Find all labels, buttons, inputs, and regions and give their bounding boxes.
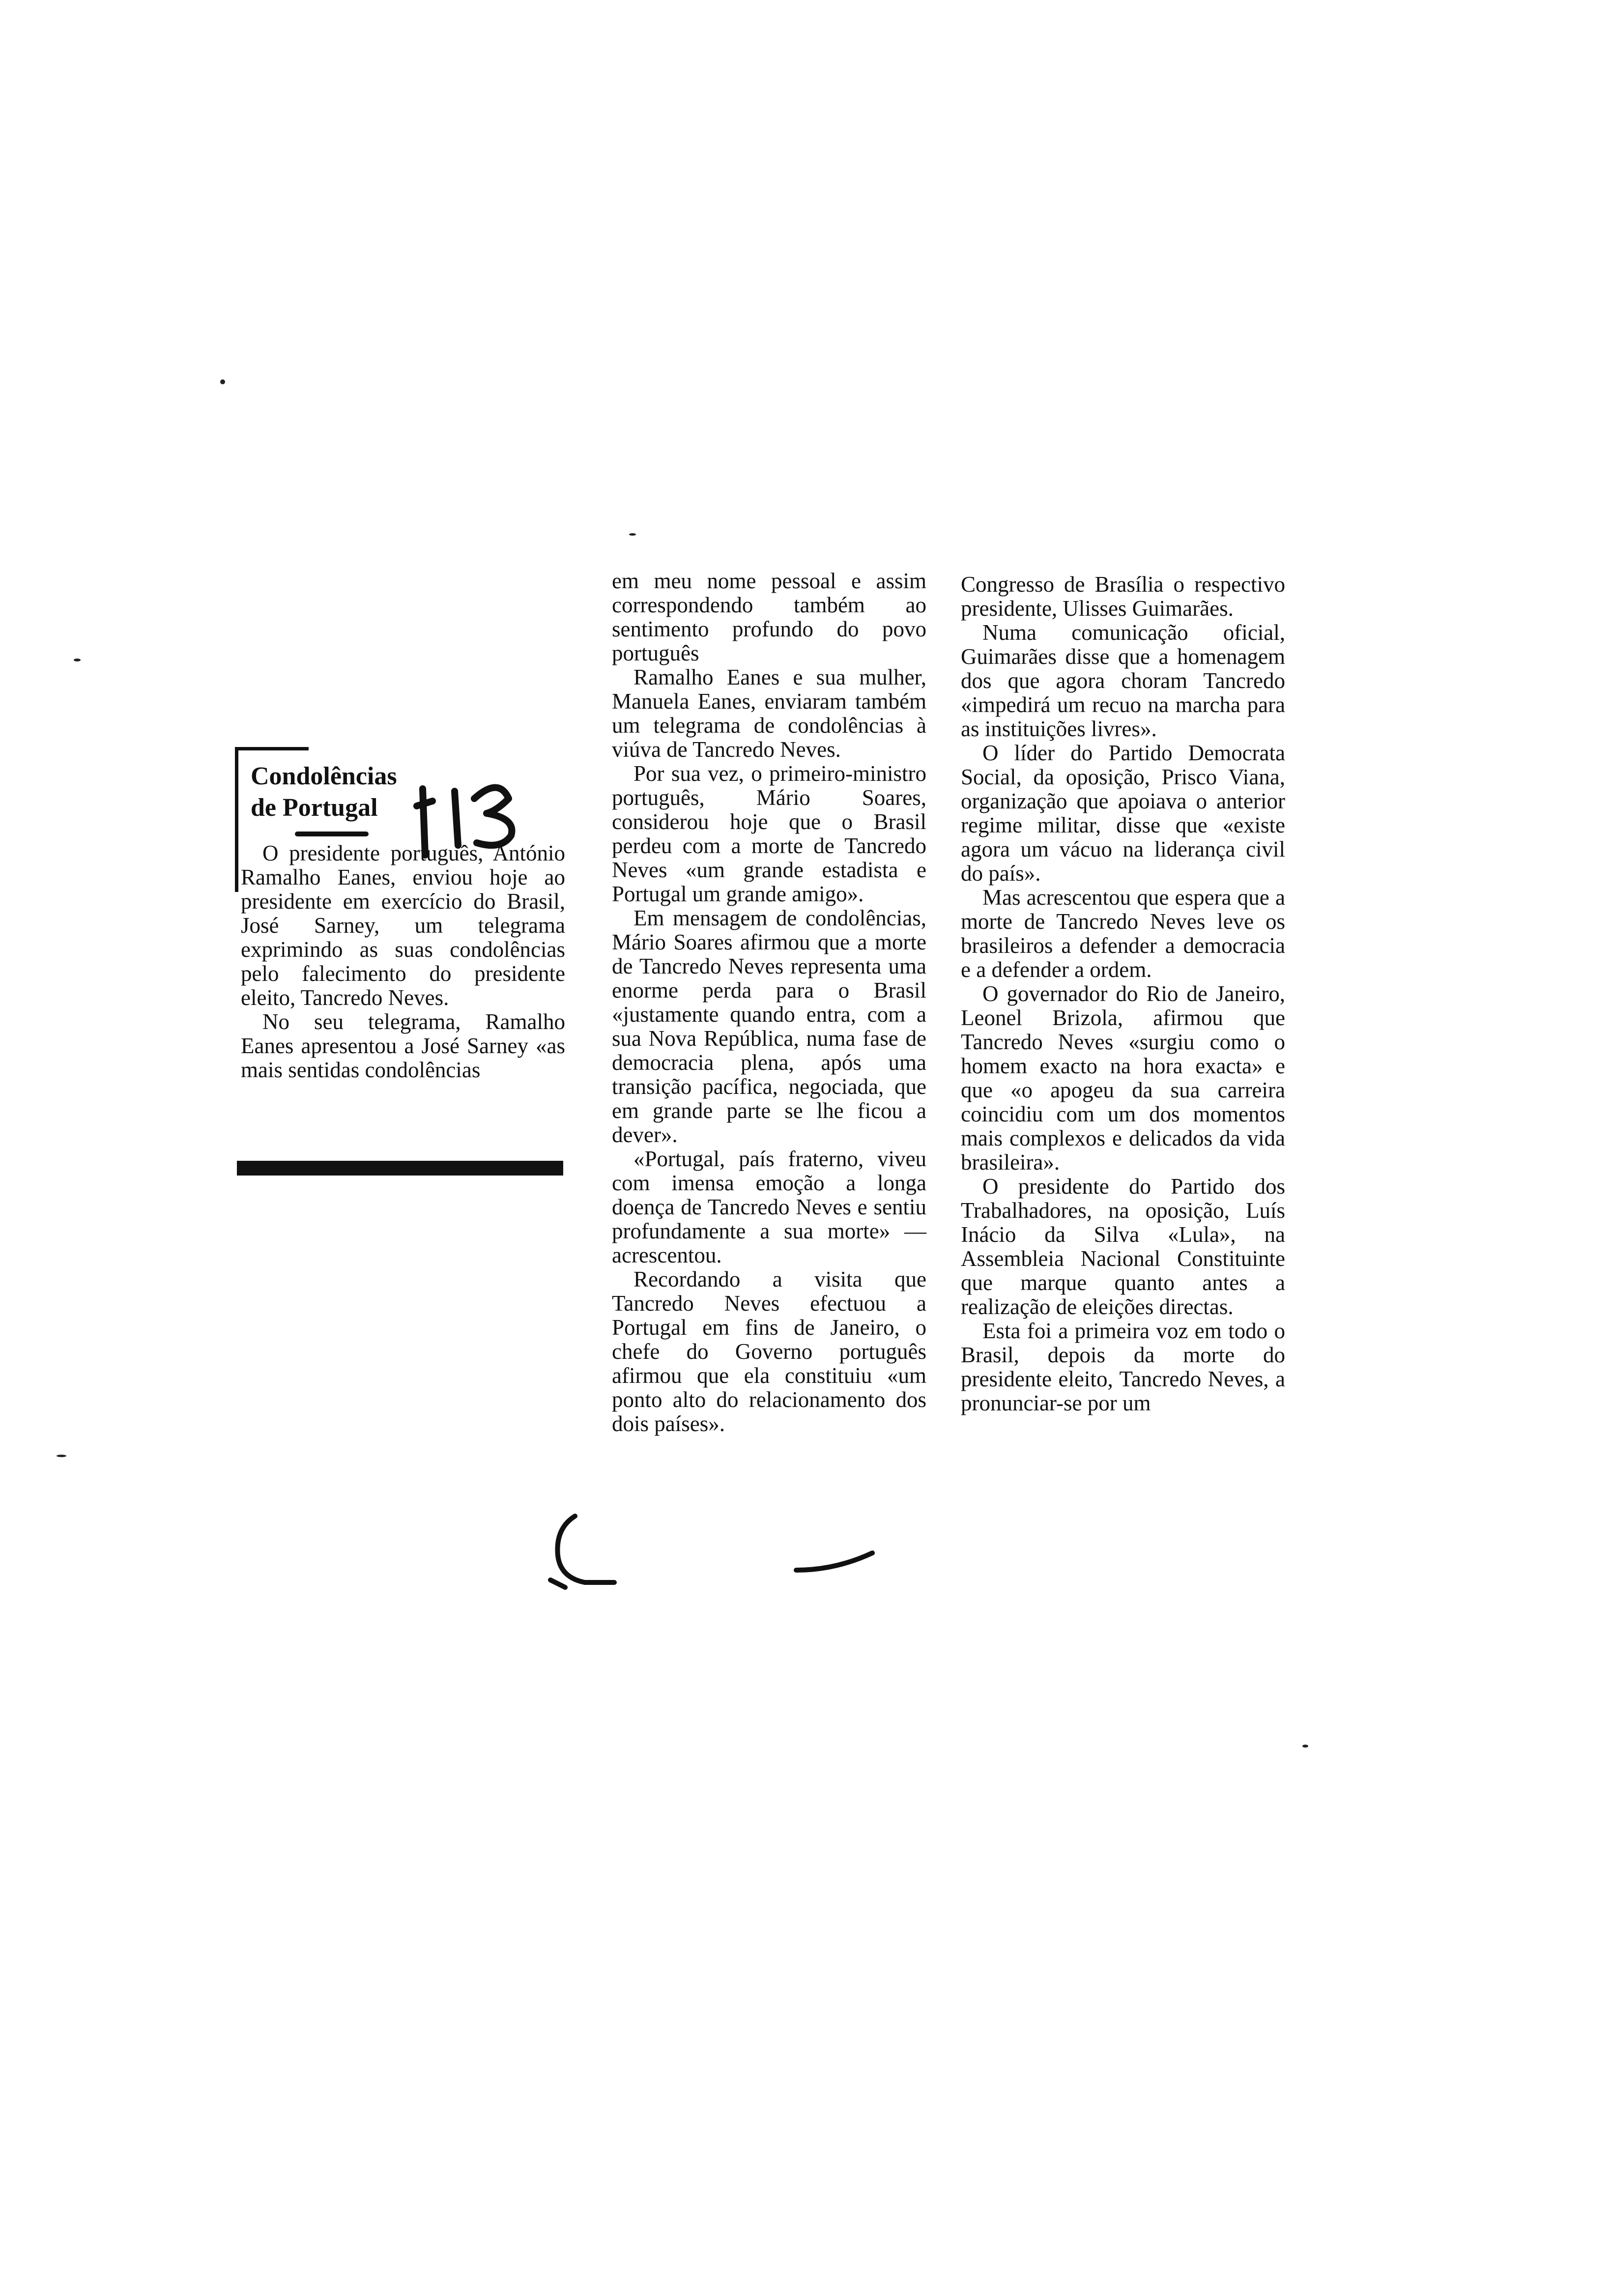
paragraph: O líder do Partido Democrata Social, da oposição, Prisco Viana, organização que apoiava o anterior regime militar, disse que «existe agora um vácuo na liderança civil do país». <box>961 741 1285 886</box>
scan-speck <box>57 1455 66 1457</box>
scan-speck <box>1302 1745 1308 1748</box>
paragraph: Recordando a visita que Tancredo Neves efectuou a Portugal em fins de Janeiro, o chefe do Governo português afirmou que ela constituiu «um ponto alto do relacionamento dos dois países». <box>612 1267 926 1436</box>
paragraph: O presidente do Partido dos Trabalhadores, na oposição, Luís Inácio da Silva «Lula», na Assembleia Nacional Constituinte que marque quanto antes a realização de eleições directas. <box>961 1174 1285 1319</box>
paragraph: Mas acrescentou que espera que a morte de Tancredo Neves leve os brasileiros a defender a democracia e a defender a ordem. <box>961 885 1285 982</box>
scan-speck <box>629 533 636 536</box>
paragraph: Por sua vez, o primeiro-ministro português, Mário Soares, considerou hoje que o Brasil perdeu com a morte de Tancredo Neves «um grande estadista e Portugal um grande amigo». <box>612 761 926 906</box>
paragraph: Ramalho Eanes e sua mulher, Manuela Eanes, enviaram também um telegrama de condolências à viúva de Tancredo Neves. <box>612 665 926 762</box>
headline-line-1: Condolências <box>251 762 397 790</box>
paragraph: «Portugal, país fraterno, viveu com imensa emoção a longa doença de Tancredo Neves e sentiu profundamente a sua morte» — acrescentou. <box>612 1147 926 1267</box>
clipping-bracket-top <box>235 747 309 750</box>
column-1 <box>241 841 565 1082</box>
column-3 <box>961 573 1285 1415</box>
paragraph: Congresso de Brasília o respectivo presidente, Ulisses Guimarães. <box>961 572 1285 621</box>
paragraph: em meu nome pessoal e assim correspondendo também ao sentimento profundo do povo português <box>612 569 926 665</box>
scan-speck <box>220 379 225 384</box>
clipping-bracket-left <box>235 749 238 892</box>
paragraph: No seu telegrama, Ramalho Eanes apresentou a José Sarney «as mais sentidas condolências <box>241 1009 565 1082</box>
scan-speck <box>74 659 81 661</box>
handwritten-stroke-mark <box>791 1548 880 1578</box>
headline-underline <box>295 832 369 836</box>
paragraph: Numa comunicação oficial, Guimarães disse que a homenagem dos que agora choram Tancredo «impedirá um recuo na marcha para as instituições livres». <box>961 620 1285 741</box>
headline <box>251 761 437 824</box>
paragraph: O governador do Rio de Janeiro, Leonel Brizola, afirmou que Tancredo Neves «surgiu como o homem exacto na hora exacta» e que «o apogeu da sua carreira coincidiu com um dos momentos mais complexos e delicados da vida brasileira». <box>961 981 1285 1175</box>
column-end-rule <box>237 1161 563 1176</box>
headline-line-2: de Portugal <box>251 794 378 822</box>
paragraph: O presidente português, António Ramalho Eanes, enviou hoje ao presidente em exercício do Brasil, José Sarney, um telegrama exprimindo as suas condolências pelo falecimento do presidente eleito, Tancredo Neves. <box>241 841 565 1010</box>
paragraph: Esta foi a primeira voz em todo o Brasil, depois da morte do presidente eleito, Tancredo Neves, a pronunciar-se por um <box>961 1319 1285 1415</box>
handwritten-bracket-mark <box>536 1509 624 1592</box>
column-2 <box>612 569 926 1436</box>
paragraph: Em mensagem de condolências, Mário Soares afirmou que a morte de Tancredo Neves representa uma enorme perda para o Brasil «justamente quando entra, com a sua Nova República, numa fase de democracia plena, após uma transição pacífica, negociada, que em grande parte se lhe ficou a dever». <box>612 906 926 1147</box>
